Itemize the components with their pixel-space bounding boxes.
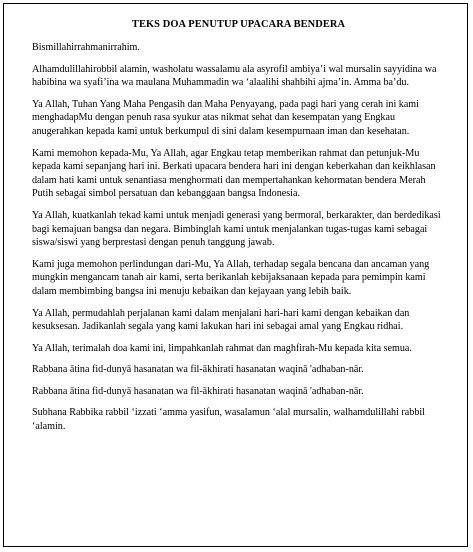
paragraph-opening: Bismillahirrahmanirrahim. bbox=[32, 42, 140, 53]
paragraph-praise: Alhamdulillahirobbil alamin, washolatu wassalamu ala asyrofil ambiya’i wal mursalin sayyidina wa habibina wa syafi’ina wa maulana Muhammadin wa ‘alaalihi shahbihi ajma’in. Amma ba’du. bbox=[32, 63, 437, 89]
paragraph-blessing: Kami memohon kepada-Mu, Ya Allah, agar Engkau tetap memberikan rahmat dan petunjuk-Mu kepada kami sepanjang hari ini. Berkati upacara bendera hari ini dengan keberkahan dan keikhlasan dalam hati kami untuk senantiasa menghormati dan mempertahankan kehormatan bendera Merah Putih sebagai simbol persatuan dan kebanggaan bangsa Indonesia. bbox=[32, 147, 436, 200]
paragraph-gratitude: Ya Allah, Tuhan Yang Maha Pengasih dan Maha Penyayang, pada pagi hari yang cerah ini kami menghadapMu dengan penuh rasa syukur atas nikmat sehat dan kesempatan yang Engkau anugerahkan kepada kami untuk berkumpul di sini dalam kesempurnaan iman dan kesehatan. bbox=[32, 98, 419, 137]
document-title: TEKS DOA PENUTUP UPACARA BENDERA bbox=[131, 19, 346, 30]
paragraph-rabbana-2: Rabbana ātina fid-dunyā hasanatan wa fil-ākhirati hasanatan waqinā 'adhaban-nār. bbox=[32, 385, 364, 397]
paragraph-rabbana-1: Rabbana ātina fid-dunyā hasanatan wa fil-ākhirati hasanatan waqinā 'adhaban-nār. bbox=[32, 364, 364, 376]
paragraph-ease: Ya Allah, permudahlah perjalanan kami dalam menjalani hari-hari kami dengan kebaikan dan kesuksesan. Jadikanlah segala yang kami lakukan hari ini sebagai amal yang Engkau ridhai. bbox=[32, 307, 410, 333]
paragraph-protection: Kami juga memohon perlindungan dari-Mu, Ya Allah, terhadap segala bencana dan ancaman yang mungkin mengancam tanah air kami, serta berikanlah kebijaksanaan kepada para pemimpin kami dalam membimbing bangsa ini menuju kebaikan dan kejayaan yang lebih baik. bbox=[32, 258, 430, 297]
paragraph-resolve: Ya Allah, kuatkanlah tekad kami untuk menjadi generasi yang bermoral, berkarakter, dan berdedikasi bagi kemajuan bangsa dan negara. Bimbinglah kami untuk menjalankan tugas-tugas kami sebagai siswa/siswi yang berprestasi dengan penuh tanggung jawab. bbox=[32, 209, 441, 249]
paragraph-closing: Subhana Rabbika rabbil ‘izzati ‘amma yasifun, wasalamun ‘alal mursalin, walhamdulillahi rabbil ‘alamin. bbox=[32, 407, 425, 433]
document-page bbox=[3, 3, 468, 547]
paragraph-acceptance: Ya Allah, terimalah doa kami ini, limpahkanlah rahmat dan maghfirah-Mu kepada kita semua. bbox=[32, 342, 412, 354]
